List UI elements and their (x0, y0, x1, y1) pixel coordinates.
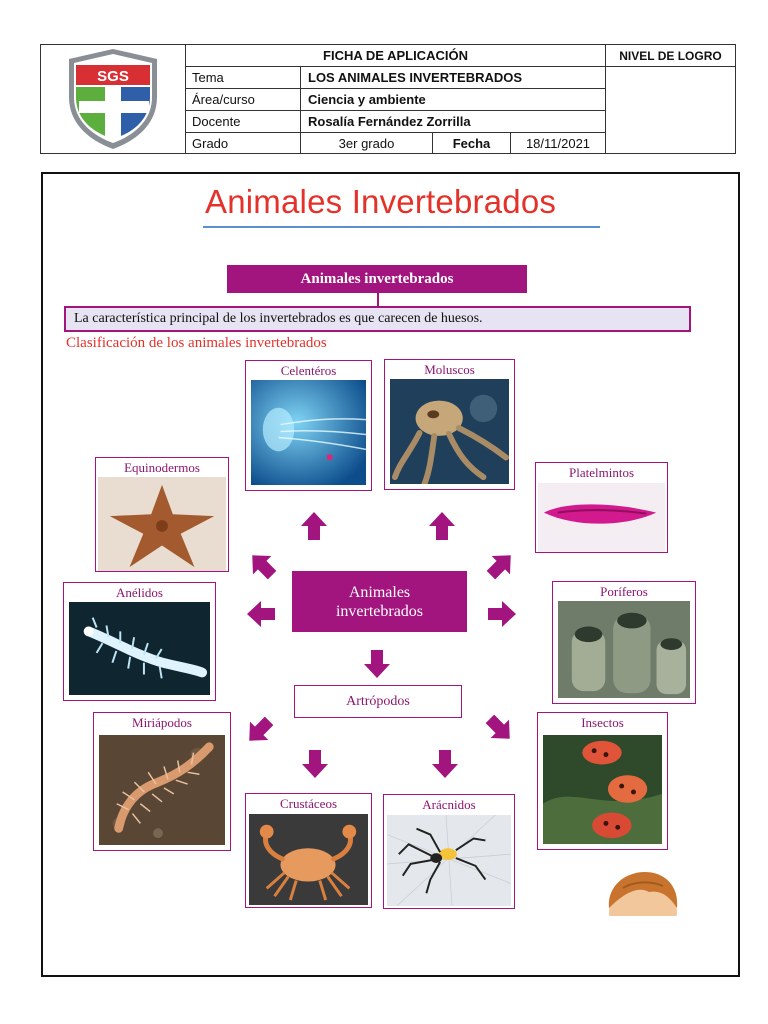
definition-box: La característica principal de los invertebrados es que carecen de huesos. (64, 306, 691, 332)
card-label: Equinodermos (124, 460, 200, 475)
tema-label: Tema (186, 67, 301, 89)
arrow-down-icon (364, 650, 390, 678)
level-title: NIVEL DE LOGRO (606, 45, 736, 67)
date-label: Fecha (433, 133, 511, 153)
card-label: Miriápodos (132, 715, 192, 730)
arrow-down-icon (432, 750, 458, 778)
arrow-up-icon (429, 512, 455, 540)
arrow-right-icon (488, 601, 516, 627)
main-title: Animales Invertebrados (205, 183, 557, 220)
date-value: 18/11/2021 (511, 133, 606, 153)
arrow-down-left-icon (240, 712, 278, 750)
arrow-up-icon (301, 512, 327, 540)
arrow-up-left-icon (243, 546, 281, 584)
card-label: Arácnidos (422, 797, 476, 812)
arrow-up-right-icon (482, 546, 520, 584)
card-label: Crustáceos (279, 796, 338, 811)
arrow-left-icon (247, 601, 275, 627)
grade-label: Grado (186, 133, 301, 153)
card-label: Poríferos (600, 584, 648, 599)
docente-label: Docente (186, 111, 301, 133)
arrow-down-right-icon (481, 710, 519, 748)
area-value: Ciencia y ambiente (301, 89, 606, 111)
classification-title: Clasificación de los animales invertebrados (66, 335, 327, 351)
svg-text:SGS: SGS (97, 68, 129, 85)
center-line-1: Animales (348, 583, 411, 601)
docente-value: Rosalía Fernández Zorrilla (301, 111, 606, 133)
tema-value: LOS ANIMALES INVERTEBRADOS (301, 67, 606, 89)
card-label: Insectos (581, 715, 624, 730)
center-line-2: invertebrados (335, 602, 424, 620)
card-label: Celentéros (280, 363, 337, 378)
area-label: Área/curso (186, 89, 301, 111)
grade-value: 3er grado (301, 133, 433, 153)
arthropods-box: Artrópodos (294, 685, 462, 718)
arrow-down-icon (302, 750, 328, 778)
cartoon-boy-image (603, 868, 683, 916)
card-label: Anélidos (116, 585, 163, 600)
sheet-title: FICHA DE APLICACIÓN (186, 45, 606, 67)
card-label: Platelmintos (569, 465, 634, 480)
section-title-bar: Animales invertebrados (227, 265, 527, 293)
card-label: Moluscos (424, 362, 475, 377)
